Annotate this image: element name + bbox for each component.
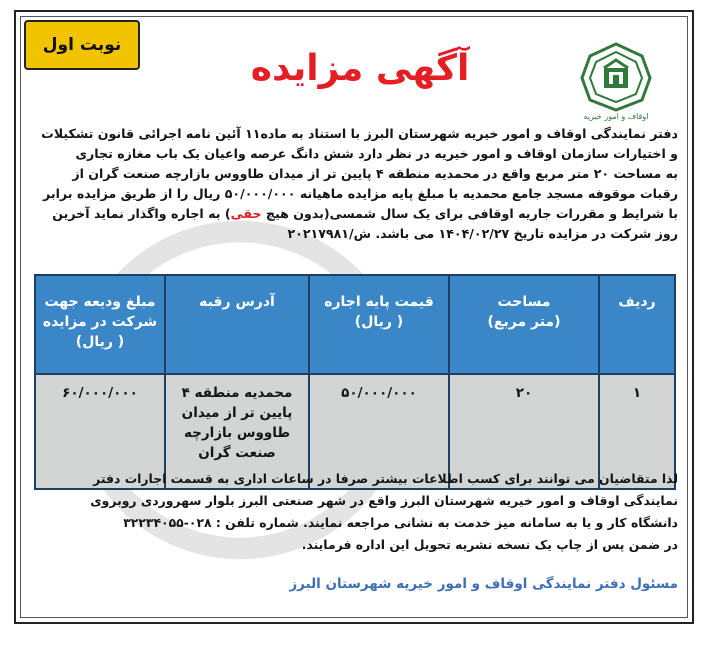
footer-line: در ضمن پس از چاپ یک نسخه نشریه تحویل این اداره فرمایند.: [301, 537, 678, 552]
cell-base-price: ۵۰/۰۰۰/۰۰۰: [309, 374, 449, 489]
cell-address: محمدیه منطقه ۴ پایین تر از میدان طاووس بازارچه صنعت گران: [165, 374, 309, 489]
intro-line5-start: با شرایط و مقررات جاریه اوقافی برای یک سال شمسی(بدون هیچ: [261, 206, 678, 221]
auction-table: [34, 274, 676, 490]
intro-line5-end: ) به اجاره واگذار نماید آخرین: [52, 206, 231, 221]
intro-line: و اختیارات سازمان اوقاف و امور خیریه در نظر دارد شش دانگ عرصه واعیان یک باب مغازه تجاری: [75, 146, 678, 161]
col-deposit-header: مبلغ ودیعه جهت شرکت در مزایده ( ریال): [35, 275, 165, 374]
logo-caption: اوقاف و امور خیریه: [583, 112, 649, 121]
col-row-no-header: ردیف: [599, 275, 675, 374]
col-address-header: آدرس رقبه: [165, 275, 309, 374]
footer-line: دانشگاه کار و یا به سامانه میز خدمت به نشانی مراجعه نمایند. شماره تلفن : ۰۲۸-۳۲۲۳۴۰۵۵: [123, 515, 678, 530]
footer-line: لذا متقاضیان می توانند برای کسب اطلاعات بیشتر صرفا در ساعات اداری به قسمت اجارات دفتر: [93, 471, 678, 486]
cell-area: ۲۰: [449, 374, 599, 489]
cell-deposit: ۶۰/۰۰۰/۰۰۰: [35, 374, 165, 489]
intro-line: [24, 204, 678, 224]
intro-line5-highlight: حقی: [230, 206, 262, 221]
footer-paragraph: [24, 468, 678, 556]
col-base-price-header: قیمت پایه اجاره ( ریال): [309, 275, 449, 374]
table-header-row: [35, 275, 675, 374]
edition-badge: نوبت اول: [24, 20, 140, 70]
intro-line: روز شرکت در مزایده تاریخ ۱۴۰۴/۰۲/۲۷ می باشد. ش/۲۰۲۱۷۹۸۱: [287, 226, 678, 241]
signature-line: مسئول دفتر نمایندگی اوقاف و امور خیریه شهرستان البرز: [289, 576, 678, 592]
footer-line: نمایندگی اوقاف و امور خیریه شهرستان البرز واقع در شهر صنعتی البرز بلوار سهروردی روبروی: [90, 493, 678, 508]
intro-line: رقبات موقوفه مسجد جامع محمدیه با مبلغ پایه مزایده ماهیانه ۵۰/۰۰۰/۰۰۰ ریال را از طریق مزایده برابر: [43, 186, 678, 201]
intro-line: دفتر نمایندگی اوقاف و امور خیریه شهرستان البرز با استناد به ماده۱۱ آئین نامه اجرائی قانون تشکیلات: [41, 126, 678, 141]
cell-row-no: ۱: [599, 374, 675, 489]
intro-line: به مساحت ۲۰ متر مربع واقع در محمدیه منطقه ۴ پایین تر از میدان طاووس بازارچه صنعت گران از: [72, 166, 678, 181]
endowment-emblem-icon: [580, 42, 652, 112]
intro-paragraph: [24, 124, 678, 244]
col-area-header: مساحت (متر مربع): [449, 275, 599, 374]
page-title: آگهی مزایده: [250, 48, 470, 89]
